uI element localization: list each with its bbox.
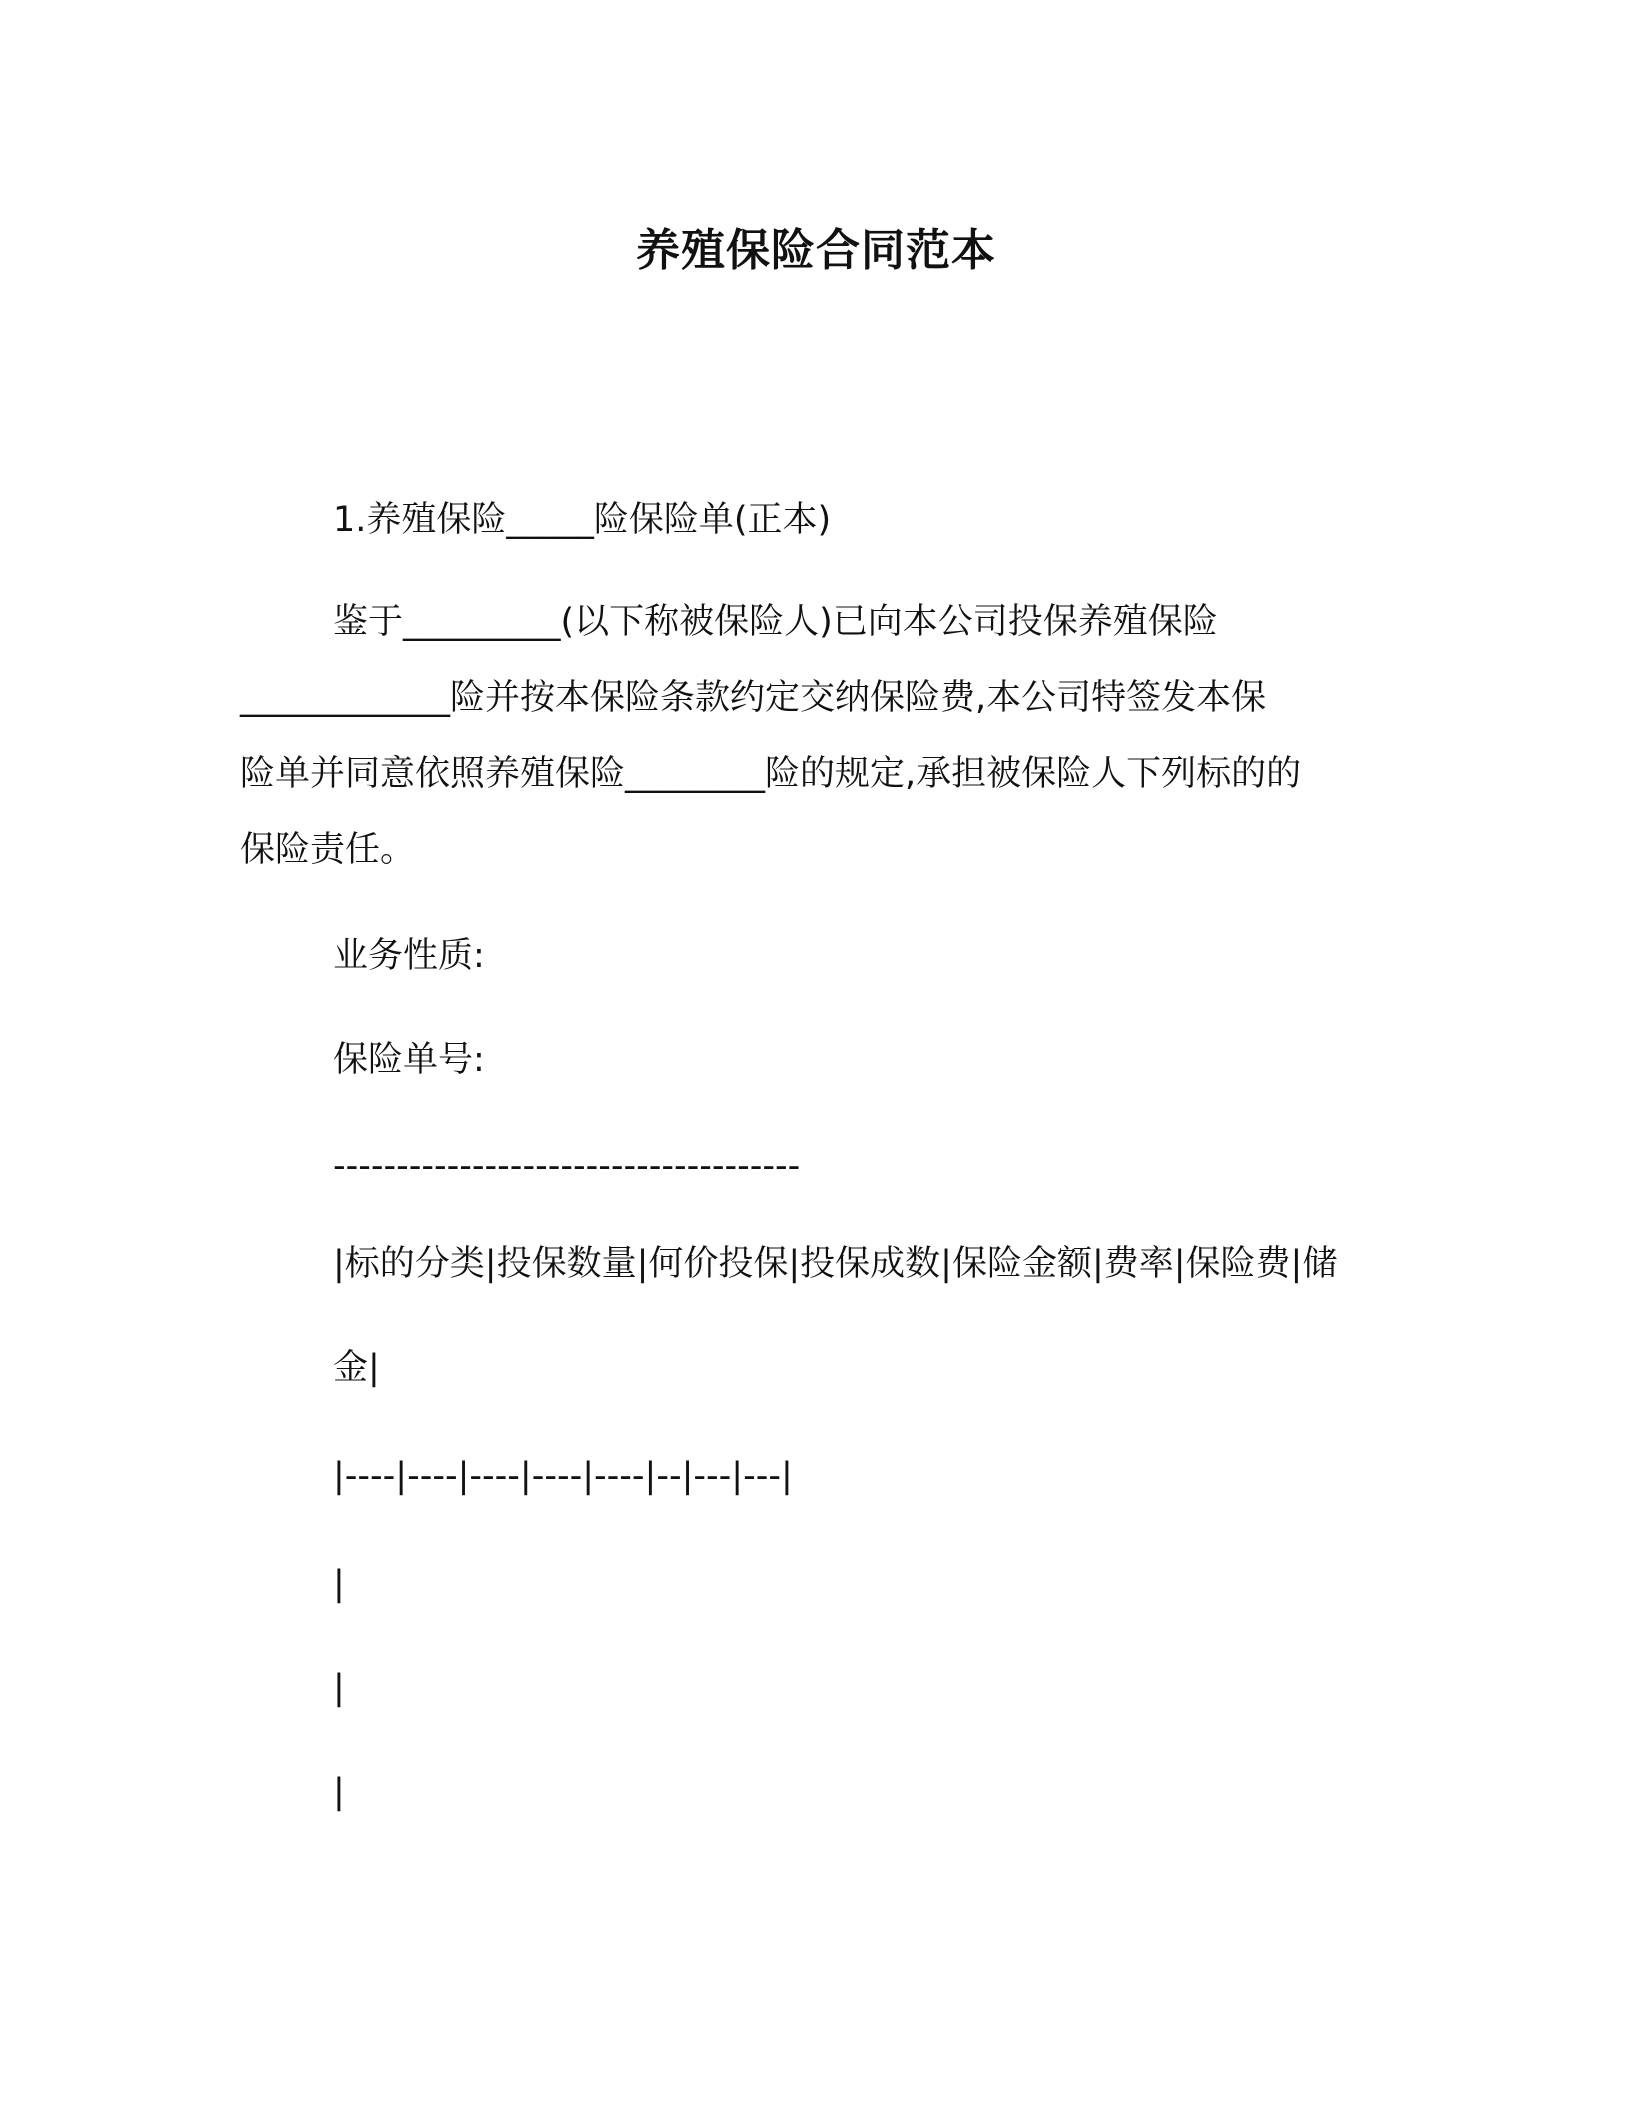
paragraph-line-3: 险单并同意依照养殖保险________险的规定,承担被保险人下列标的的 [240,754,1302,794]
business-nature-label: 业务性质: [333,936,485,976]
table-row: | [333,1668,345,1708]
table-row: | [333,1564,345,1604]
table-row: | [333,1772,345,1812]
document-title: 养殖保险合同范本 [636,225,996,276]
policy-number-label: 保险单号: [333,1040,485,1080]
table-header-line-1: |标的分类|投保数量|何价投保|投保成数|保险金额|费率|保险费|储 [333,1244,1338,1284]
paragraph-line-4: 保险责任。 [240,830,416,870]
table-divider: |----|----|----|----|----|--|---|---| [333,1456,793,1496]
table-header-line-2: 金| [333,1348,380,1388]
paragraph-line-1: 鉴于_________(以下称被保险人)已向本公司投保养殖保险 [333,602,1218,642]
paragraph-line-2: ____________险并按本保险条款约定交纳保险费,本公司特签发本保 [240,678,1267,718]
separator-line: ------------------------------------- [333,1146,801,1186]
section-heading: 1.养殖保险_____险保险单(正本) [333,500,832,540]
